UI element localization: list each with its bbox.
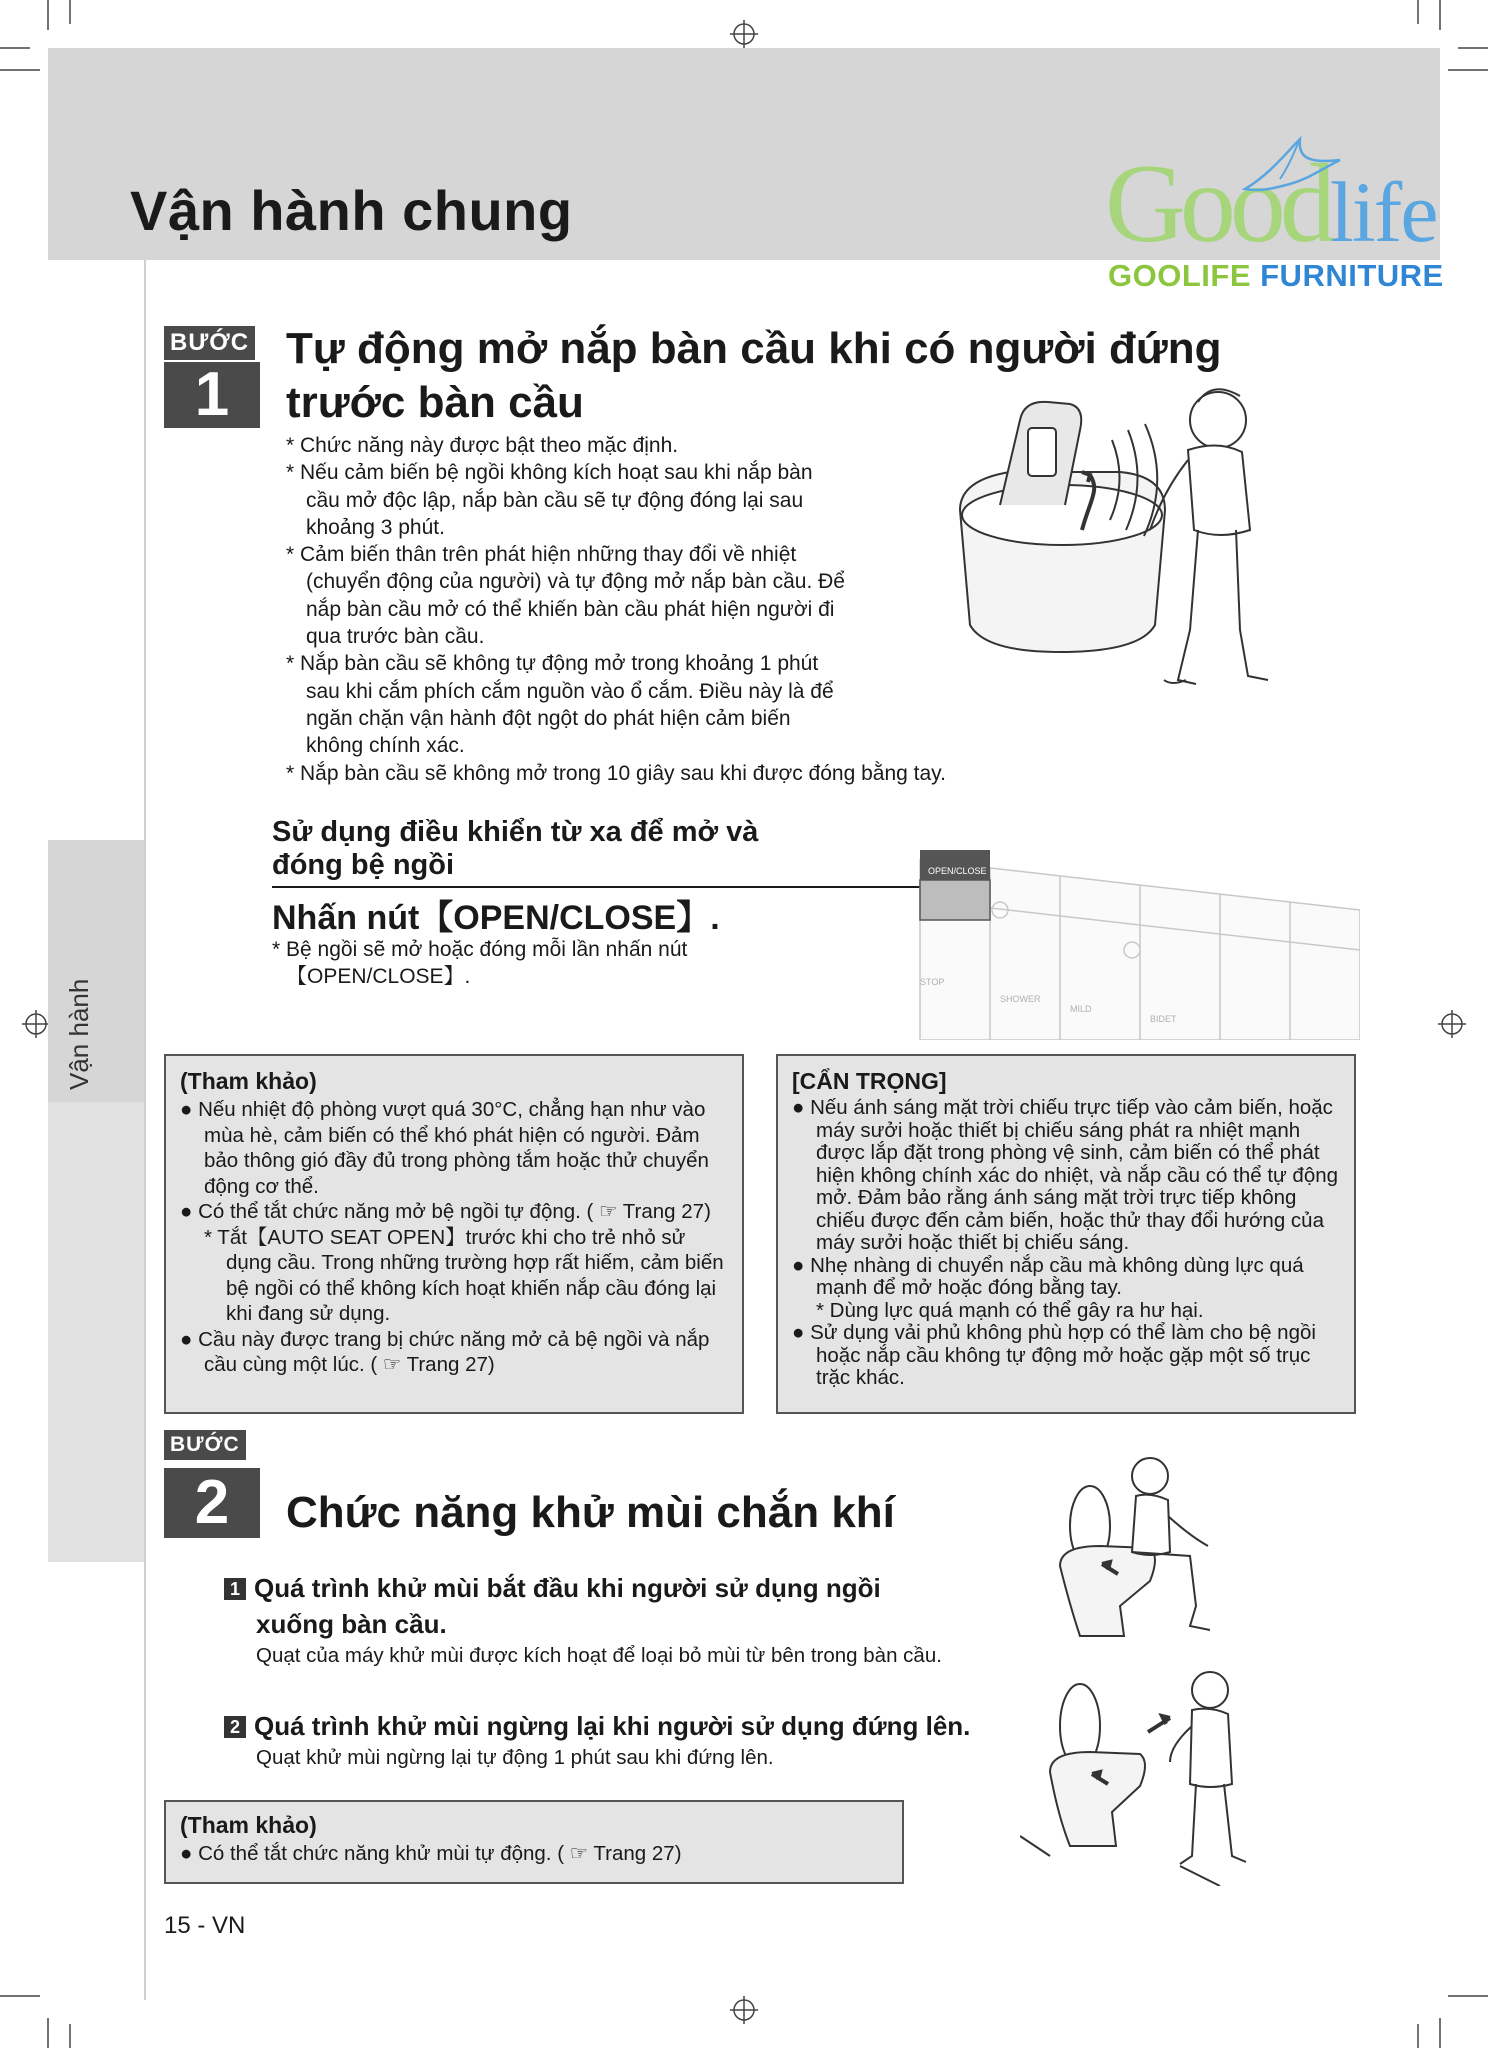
remote-label-shower: SHOWER — [1000, 994, 1041, 1004]
remote-label-mild: MILD — [1070, 1004, 1092, 1014]
reference-item: ● Cầu này được trang bị chức năng mở cả bệ ngồi và nắp cầu cùng một lúc. ( ☞ Trang 27) — [180, 1327, 710, 1376]
remote-heading-line2: đóng bệ ngồi — [272, 849, 455, 881]
toilet-sensor-illustration — [950, 380, 1270, 710]
remote-leader-line — [272, 886, 962, 888]
number-badge: 2 — [224, 1716, 246, 1738]
side-tab-lower — [48, 1102, 144, 1562]
reference-title: (Tham khảo) — [180, 1068, 317, 1094]
page-footer: 15 - VN — [164, 1912, 246, 1939]
step2-item-heading — [224, 1708, 1014, 1744]
step1-bullet: * Cảm biến thân trên phát hiện những thay đổi về nhiệt (chuyển động của người) và tự động mở nắp bàn cầu. Để nắp bàn cầu mở có thể khiến bàn cầu phát hiện người đi qua trước bàn cầu. — [286, 543, 845, 649]
logo-sub-left: GOOLIFE — [1108, 258, 1251, 293]
reference-item: ● Nếu nhiệt độ phòng vượt quá 30°C, chẳng hạn như vào mùa hè, cảm biến có thể khó phát hiện có người. Đảm bảo thông gió đầy đủ trong phòng tắm hoặc thử chuyển động cơ thể. — [180, 1098, 709, 1198]
step2-item-heading-line1: Quá trình khử mùi ngừng lại khi người sử dụng đứng lên. — [254, 1711, 971, 1741]
logo-word-end: life — [1329, 164, 1437, 260]
press-note-line2: 【OPEN/CLOSE】. — [286, 965, 471, 988]
step2-item-heading-line1: Quá trình khử mùi bắt đầu khi người sử dụng ngồi — [254, 1573, 881, 1603]
press-note-line1: * Bệ ngồi sẽ mở hoặc đóng mỗi lần nhấn nút — [272, 938, 688, 961]
step2-title: Chức năng khử mùi chắn khí — [286, 1488, 895, 1537]
press-button-instruction: Nhấn nút【OPEN/CLOSE】. — [272, 899, 720, 937]
page-divider — [144, 260, 146, 2000]
remote-heading-line1: Sử dụng điều khiển từ xa để mở và — [272, 816, 759, 848]
caution-item: ● Nếu ánh sáng mặt trời chiếu trực tiếp vào cảm biến, hoặc máy sưởi hoặc thiết bị chiếu sáng phát ra nhiệt mạnh được lắp đặt trong phòng vệ sinh, cảm biến có thể phát hiện không chính xác do nhiệt, và nắp cầu có thể tự động mở. Đảm bảo rằng ánh sáng mặt trời trực tiếp không chiếu được đến cảm biến, hoặc thử thay đổi hướng của máy sưởi hoặc thiết bị chiếu sáng. — [792, 1096, 1339, 1254]
remote-control-illustration — [900, 840, 1360, 1040]
step2-item-heading — [224, 1570, 1014, 1642]
step2-item-heading-line2: xuống bàn cầu. — [256, 1609, 447, 1639]
step1-bullet: * Nếu cảm biến bệ ngồi không kích hoạt sau khi nắp bàn cầu mở độc lập, nắp bàn cầu sẽ tự động đóng lại sau khoảng 3 phút. — [286, 461, 813, 539]
page-title: Vận hành chung — [130, 179, 573, 242]
step2-reference-box — [164, 1800, 904, 1884]
step2-number: 2 — [164, 1468, 260, 1538]
step1-reference-box — [164, 1054, 744, 1414]
step2-item-desc: Quạt của máy khử mùi được kích hoạt để loại bỏ mùi từ bên trong bàn cầu. — [256, 1644, 942, 1667]
number-badge: 1 — [224, 1578, 246, 1600]
step1-tag: BƯỚC — [164, 326, 255, 360]
remote-label-open-close: OPEN/CLOSE — [928, 866, 987, 876]
remote-heading — [272, 816, 872, 882]
step2-item-1 — [224, 1570, 1014, 1670]
step2-item-desc: Quạt khử mùi ngừng lại tự động 1 phút sau khi đứng lên. — [256, 1746, 774, 1769]
step1-bullet: * Nắp bàn cầu sẽ không mở trong 10 giây sau khi được đóng bằng tay. — [286, 761, 946, 785]
reference-item: ● Có thể tắt chức năng mở bệ ngồi tự động. ( ☞ Trang 27) — [180, 1200, 711, 1223]
logo-word-main: Good — [1105, 142, 1330, 266]
caution-item: ● Sử dụng vải phủ không phù hợp có thể làm cho bệ ngồi hoặc nắp cầu không tự động mở hoặc gặp một số trục trặc khác. — [792, 1321, 1316, 1389]
standing-user-illustration — [1020, 1666, 1260, 1886]
caution-item: * Dùng lực quá mạnh có thể gây ra hư hại. — [816, 1298, 1204, 1322]
sitting-user-illustration — [1040, 1456, 1240, 1656]
step1-title-line2: trước bàn cầu — [286, 378, 584, 427]
bird-icon — [1240, 134, 1350, 204]
brand-subtitle — [1108, 258, 1444, 294]
step1-bullet: * Nắp bàn cầu sẽ không tự động mở trong khoảng 1 phút sau khi cắm phích cắm nguồn vào ổ cắm. Điều này là để ngăn chặn vận hành đột ngột do phát hiện cảm biến không chính xác. — [286, 652, 834, 758]
remote-label-stop: STOP — [920, 977, 945, 987]
remote-label-bidet: BIDET — [1150, 1014, 1177, 1024]
reference-item: ● Có thể tắt chức năng khử mùi tự động. ( ☞ Trang 27) — [180, 1842, 682, 1865]
caution-item: ● Nhẹ nhàng di chuyển nắp cầu mà không dùng lực quá mạnh để mở hoặc đóng bằng tay. — [792, 1253, 1304, 1299]
caution-box — [776, 1054, 1356, 1414]
step1-bullet: * Chức năng này được bật theo mặc định. — [286, 434, 679, 457]
logo-sub-right: FURNITURE — [1260, 258, 1444, 293]
reference-title: (Tham khảo) — [180, 1812, 317, 1838]
side-tab-active — [48, 840, 144, 1102]
press-note — [272, 936, 687, 990]
step2-tag: BƯỚC — [164, 1430, 246, 1460]
reference-item: * Tắt【AUTO SEAT OPEN】trước khi cho trẻ nhỏ sử dụng cầu. Trong những trường hợp rất hiếm, cảm biến bệ ngồi có thể không kích hoạt khiến nắp cầu đóng lại khi đang sử dụng. — [204, 1225, 724, 1325]
caution-title: [CẨN TRỌNG] — [792, 1068, 947, 1094]
step1-number: 1 — [164, 362, 260, 428]
step2-item-2 — [224, 1708, 1014, 1772]
step1-title-line1: Tự động mở nắp bàn cầu khi có người đứng — [286, 324, 1222, 373]
side-section-label: Vận hành — [64, 978, 94, 1090]
step1-bullets — [286, 432, 946, 787]
